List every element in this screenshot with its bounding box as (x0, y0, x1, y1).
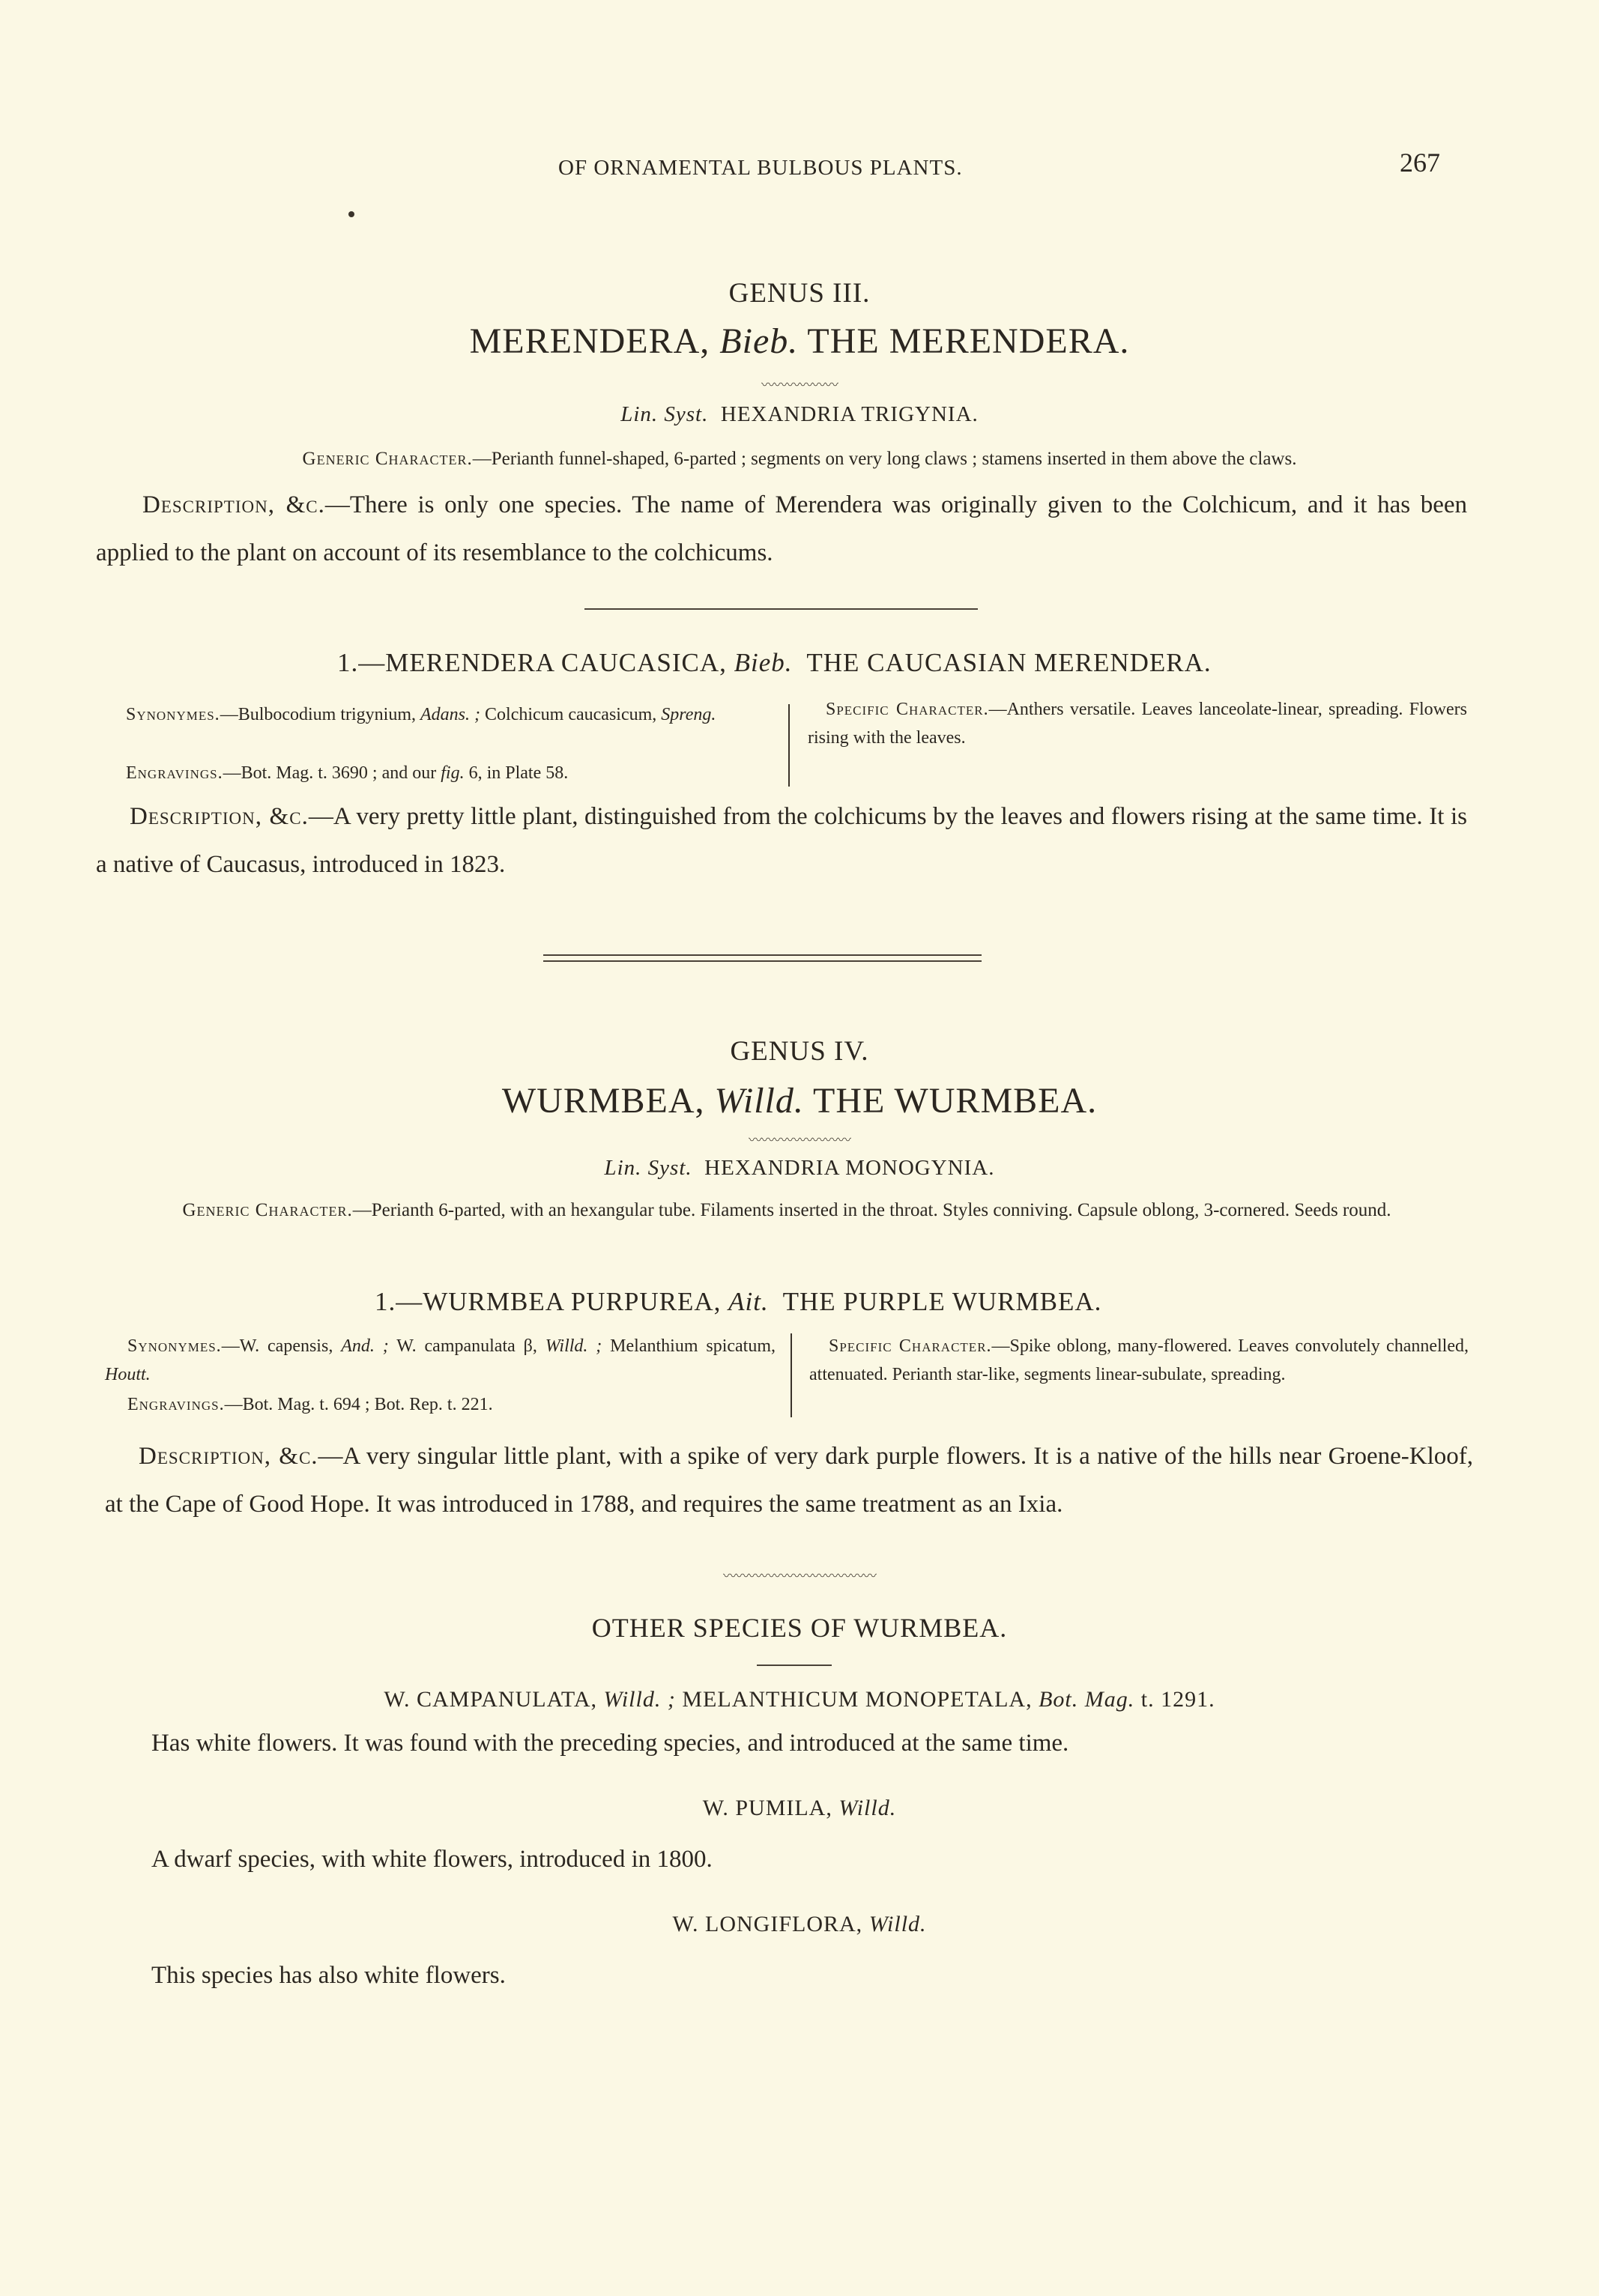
synonymes-authority-2: Willd. ; (545, 1336, 602, 1356)
synonymes-text-2: W. campanulata β, (396, 1336, 537, 1356)
genus-4-common-name: THE WURMBEA. (813, 1081, 1098, 1121)
genus-3-description (96, 481, 1467, 577)
species-title-wurmbea-purpurea (375, 1287, 1101, 1317)
lin-syst-value: HEXANDRIA TRIGYNIA. (720, 402, 979, 426)
lin-syst-value: HEXANDRIA MONOGYNIA. (704, 1156, 995, 1180)
genus-4-linnaean-system (0, 1156, 1599, 1181)
engravings-text: —Bot. Mag. t. 694 ; Bot. Rep. t. 221. (224, 1395, 493, 1414)
genus-4-title (0, 1080, 1599, 1121)
genus-3-linnaean-system (0, 402, 1599, 427)
generic-character-label: Generic Character. (182, 1200, 353, 1220)
genus-3-generic-character (0, 445, 1599, 473)
generic-character-text: —Perianth funnel-shaped, 6-parted ; segments on very long claws ; stamens inserted in them above the claws. (472, 449, 1297, 469)
species-common-name: THE PURPLE WURMBEA. (782, 1287, 1102, 1316)
running-title: OF ORNAMENTAL BULBOUS PLANTS. (558, 156, 963, 180)
other-species-2-title (0, 1796, 1599, 1821)
synonymes-authority: Adans. ; (420, 705, 481, 724)
genus-4-label: GENUS IV. (730, 1036, 869, 1067)
species-authority: Willd. (868, 1912, 927, 1936)
synonymes-authority-2: Spreng. (661, 705, 716, 724)
species-authority: Willd. (838, 1796, 897, 1820)
merendera-synonymes (96, 700, 770, 729)
genus-3-authority: Bieb. (719, 321, 799, 361)
page-number: 267 (1400, 148, 1440, 178)
engravings-label: Engravings. (127, 1395, 225, 1414)
engravings-text-2: 6, in Plate 58. (468, 763, 569, 783)
genus-3-common-name: THE MERENDERA. (807, 321, 1130, 361)
species-authority: Ait. (728, 1287, 769, 1316)
species-reference-italic: Bot. Mag. (1039, 1687, 1135, 1712)
genus-4-authority: Willd. (714, 1081, 804, 1121)
specific-character-text: —Anthers versatile. Leaves lanceolate-linear, spreading. Flowers rising with the leaves. (808, 700, 1467, 748)
column-divider (788, 704, 790, 787)
species-name: 1.—WURMBEA PURPUREA, (375, 1287, 722, 1316)
species-authority: Bieb. (734, 648, 793, 677)
genus-3-title (0, 321, 1599, 362)
wavy-rule: 〰〰〰〰〰〰〰〰 (749, 1133, 850, 1148)
short-rule (757, 1665, 832, 1666)
engravings-fig: fig. (441, 763, 465, 783)
other-species-2-text: A dwarf species, with white flowers, introduced in 1800. (151, 1846, 713, 1873)
genus-3-label: GENUS III. (728, 278, 871, 309)
wurmbea-engravings (127, 1390, 776, 1419)
description-label: Description, &c. (139, 1443, 318, 1470)
other-species-3-text: This species has also white flowers. (151, 1962, 506, 1989)
wurmbea-synonymes (105, 1332, 776, 1389)
other-species-1-text: Has white flowers. It was found with the preceding species, and introduced at the same time. (151, 1730, 1069, 1757)
synonymes-label: Synonymes. (127, 1336, 222, 1356)
other-species-3-title (0, 1912, 1599, 1937)
wurmbea-description (105, 1432, 1473, 1528)
other-species-1-title (0, 1687, 1599, 1712)
specific-character-text: —Spike oblong, many-flowered. Leaves convolutely channelled, attenuated. Perianth star-like, segments linear-subulate, spreading. (809, 1336, 1469, 1384)
description-text: —A very pretty little plant, distinguished from the colchicums by the leaves and flowers rising at the same time. It is a native of Caucasus, introduced in 1823. (96, 803, 1468, 878)
synonymes-label: Synonymes. (126, 705, 220, 724)
engravings-label: Engravings. (126, 763, 223, 783)
wavy-rule: 〰〰〰〰〰〰 (761, 378, 838, 393)
ink-speck (348, 211, 354, 217)
synonymes-authority: And. ; (341, 1336, 389, 1356)
synonymes-text-2: Colchicum caucasicum, (485, 705, 657, 724)
genus-3-name: MERENDERA, (469, 321, 710, 361)
genus-4-name: WURMBEA, (501, 1081, 705, 1121)
species-name: 1.—MERENDERA CAUCASICA, (337, 648, 727, 677)
species-title-merendera-caucasica (337, 648, 1212, 678)
engravings-text: —Bot. Mag. t. 3690 ; and our (223, 763, 437, 783)
merendera-description (96, 793, 1467, 888)
genus-4-generic-character (105, 1196, 1469, 1225)
merendera-engravings (126, 759, 785, 787)
double-rule-top (543, 954, 982, 956)
wavy-rule: 〰〰〰〰〰〰〰〰〰〰〰〰 (723, 1569, 876, 1584)
lin-syst-label: Lin. Syst. (620, 402, 709, 426)
description-text: —A very singular little plant, with a spike of very dark purple flowers. It is a native of the hills near Groene-Kloof, at the Cape of Good Hope. It was introduced in 1788, and requires the same treatment as an Ixia. (105, 1443, 1473, 1518)
wurmbea-specific-character (809, 1332, 1469, 1389)
generic-character-text: —Perianth 6-parted, with an hexangular tube. Filaments inserted in the throat. Styles conniving. Capsule oblong, 3-cornered. Seeds round. (352, 1200, 1391, 1220)
merendera-specific-character (808, 695, 1467, 752)
synonymes-text: —W. capensis, (221, 1336, 333, 1356)
lin-syst-label: Lin. Syst. (604, 1156, 692, 1180)
section-divider (584, 608, 978, 610)
species-synonym: MELANTHICUM MONOPETALA, (682, 1687, 1033, 1712)
specific-character-label: Specific Character. (826, 700, 989, 719)
species-name: W. PUMILA, (702, 1796, 832, 1820)
generic-character-label: Generic Character. (302, 449, 473, 469)
description-label: Description, &c. (130, 803, 309, 830)
synonymes-text: —Bulbocodium trigynium, (220, 705, 417, 724)
column-divider (791, 1333, 792, 1417)
double-rule-bottom (543, 960, 982, 962)
other-species-heading: OTHER SPECIES OF WURMBEA. (591, 1613, 1008, 1643)
synonymes-authority-3: Houtt. (105, 1365, 151, 1384)
species-common-name: THE CAUCASIAN MERENDERA. (806, 648, 1212, 677)
synonymes-text-3: Melanthium spicatum, (610, 1336, 776, 1356)
specific-character-label: Specific Character. (829, 1336, 992, 1356)
description-text: —There is only one species. The name of Merendera was originally given to the Colchicum, and it has been applied to the plant on account of its resemblance to the colchicums. (96, 491, 1467, 566)
description-label: Description, &c. (142, 491, 325, 518)
species-authority: Willd. ; (603, 1687, 676, 1712)
species-reference: t. 1291. (1140, 1687, 1215, 1712)
species-name: W. CAMPANULATA, (384, 1687, 597, 1712)
species-name: W. LONGIFLORA, (672, 1912, 863, 1936)
